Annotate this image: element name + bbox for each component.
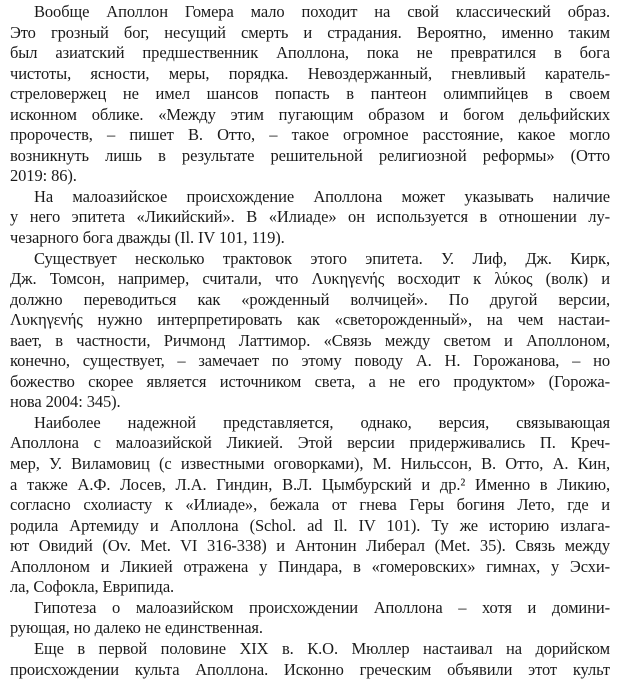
text-line: стреловержец не имел шансов попасть в пантеон олимпийцев в своем (10, 84, 610, 104)
text-line: у него эпитета «Ликийский». В «Илиаде» он используется в отношении лу- (10, 207, 610, 227)
text-line: был азиатский предшественник Аполлона, пока не превратился в бога (10, 43, 610, 63)
text-line: Гипотеза о малоазийском происхождении Аполлона – хотя и домини- (34, 597, 610, 617)
text-line: Наиболее надежной представляется, однако, версия, связывающая (34, 412, 610, 432)
text-line: происхождении культа Аполлона. Исконно греческим объявили этот культ (10, 659, 610, 679)
text-line: Дж. Томсон, например, считали, что Λυκηγενής восходит к λύκος (волк) и (10, 269, 610, 289)
text-line: возникнуть лишь в результате решительной религиозной реформы» (Отто (10, 145, 610, 165)
text-line: рующая, но далеко не единственная. (10, 618, 263, 638)
text-line: Это грозный бог, несущий смерть и страдания. Вероятно, именно таким (10, 22, 610, 42)
text-line: На малоазийское происхождение Аполлона может указывать наличие (34, 186, 610, 206)
text-line: Аполлоном и Ликией отражена у Пиндара, в «гомеровских» гимнах, у Эсхи- (10, 556, 610, 576)
text-line: Еще в первой половине XIX в. К.О. Мюллер настаивал на дорийском (34, 638, 610, 658)
text-line: исконном облике. «Между этим пугающим образом и богом дельфийских (10, 104, 610, 124)
text-line: вает, в частности, Ричмонд Латтимор. «Связь между светом и Аполлоном, (10, 330, 610, 350)
text-line: Существует несколько трактовок этого эпитета. У. Лиф, Дж. Кирк, (34, 248, 610, 268)
text-line: ла, Софокла, Еврипида. (10, 577, 175, 597)
text-line: Вообще Аполлон Гомера мало походит на свой классический образ. (34, 2, 610, 21)
text-line: ют Овидий (Ov. Met. VI 316-338) и Антонин Либерал (Met. 35). Связь между (10, 536, 610, 556)
text-line: согласно схолиасту к «Илиаде», бежала от гнева Геры богиня Лето, где и (10, 495, 610, 515)
text-line: чезарного бога дважды (Il. IV 101, 119). (10, 228, 285, 248)
text-line: конечно, существует, – замечает по этому поводу А. Н. Горожанова, – но (10, 351, 610, 371)
text-line: мер, У. Виламовиц (с известными оговорками), М. Нильссон, В. Отто, А. Кин, (10, 454, 610, 474)
text-line: должно переводиться как «рожденный волчицей». По другой версии, (10, 289, 610, 309)
text-line: божество скорее является источником света, а не его продуктом» (Горожа- (10, 371, 610, 391)
text-line: 2019: 86). (10, 166, 77, 186)
text-line: Λυκηγενής нужно интерпретировать как «светорожденный», на чем настаи- (10, 310, 610, 330)
text-line: а также А.Ф. Лосев, Л.А. Гиндин, В.Л. Цымбурский и др.² Именно в Ликию, (10, 474, 610, 494)
text-line: чистоты, ясности, меры, порядка. Невоздержанный, гневливый каратель- (10, 63, 610, 83)
text-line: родила Артемиду и Аполлона (Schol. ad Il. IV 101). Ту же историю излага- (10, 515, 610, 535)
text-line: пророчеств, – пишет В. Отто, – такое огромное расстояние, какое могло (10, 125, 610, 145)
text-line: нова 2004: 345). (10, 392, 121, 412)
text-line: Аполлона с малоазийской Ликией. Этой версии придерживались П. Креч- (10, 433, 610, 453)
